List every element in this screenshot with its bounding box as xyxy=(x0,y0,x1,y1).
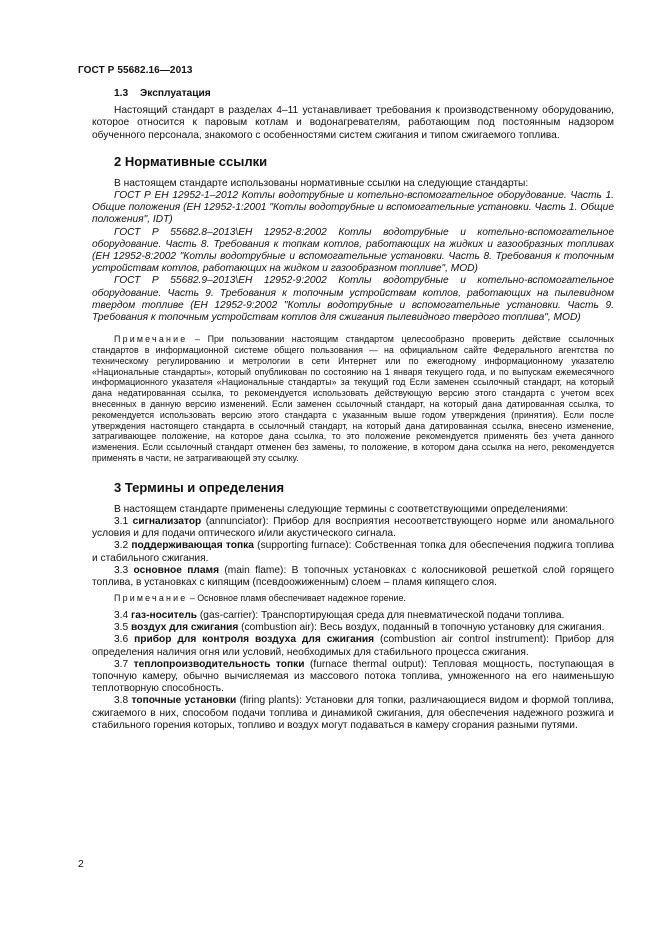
term-name: прибор для контроля воздуха для сжигания xyxy=(134,634,375,646)
subsection-title: Эксплуатация xyxy=(140,88,211,99)
term-entry xyxy=(92,540,614,564)
subsection-heading xyxy=(92,88,614,100)
term-definition: (furnace thermal output): Тепловая мощность, поступающая в топочную камеру, обычно вычисляемая из массового потока топлива, умноженного на его наименьшую теплотворную способность. xyxy=(92,658,614,695)
term-name: сигнализатор xyxy=(132,516,202,528)
term-number: 3.4 xyxy=(114,610,129,622)
note-label: Примечание xyxy=(114,334,188,345)
term-entry xyxy=(92,610,614,622)
term-entry xyxy=(92,634,614,658)
term-name: топочные установки xyxy=(131,695,237,707)
term-number: 3.5 xyxy=(114,622,129,634)
term-entry xyxy=(92,516,614,540)
document-code: ГОСТ Р 55682.16—2013 xyxy=(78,65,193,76)
term-note xyxy=(92,593,614,604)
term-definition: (combustion air): Весь воздух, поданный в топочную установку для сжигания. xyxy=(238,622,605,634)
terms-intro: В настоящем стандарте применены следующие термины с соответствующими определениями: xyxy=(114,503,569,515)
note-text: – Основное пламя обеспечивает надежное горение. xyxy=(187,593,406,604)
subsection-number: 1.3 xyxy=(114,88,129,99)
term-name: поддерживающая топка xyxy=(131,540,254,552)
term-number: 3.6 xyxy=(114,634,129,646)
term-number: 3.1 xyxy=(114,516,129,528)
paragraph-operation: Настоящий стандарт в разделах 4–11 устанавливает требования к производственному оборудованию, которое относится к паровым котлам и водонагревателям, работающим под постоянным надзором обученного персонала, знакомого с особенностями систем сжигания и типом сжигаемого топлива. xyxy=(92,105,614,141)
term-number: 3.8 xyxy=(114,695,129,707)
term-number: 3.2 xyxy=(114,540,129,552)
term-name: основное пламя xyxy=(133,564,220,576)
term-entry xyxy=(92,622,614,634)
term-entry xyxy=(92,659,614,696)
term-number: 3.7 xyxy=(114,658,129,670)
term-name: воздух для сжигания xyxy=(131,622,239,634)
term-name: теплопроизводительность топки xyxy=(133,658,305,670)
references-note xyxy=(92,334,614,464)
term-definition: (gas-carrier): Транспортирующая среда для пневматической подачи топлива. xyxy=(197,610,565,622)
term-number: 3.3 xyxy=(114,564,129,576)
page-number: 2 xyxy=(78,858,84,870)
term-definition: (supporting furnace): Собственная топка для обеспечения поджига топлива и стабильного сжигания. xyxy=(92,540,614,564)
references-intro: В настоящем стандарте использованы нормативные ссылки на следующие стандарты: xyxy=(114,177,529,189)
reference-item: ГОСТ Р 55682.8–2013\ЕН 12952-8:2002 Котлы водотрубные и котельно-вспомогательное оборудование. Часть 8. Требования к топкам котлов, работающих на жидких и газообразных топливах (ЕН 12952-8:2002 "Котлы водотрубные и вспомогательные установки. Часть 8. Требования к топочным устройствам котлов, работающих на жидком и газообразном топливе", MOD) xyxy=(92,226,614,275)
section-heading-normative-references: 2 Нормативные ссылки xyxy=(114,153,268,169)
section-heading-terms: 3 Термины и определения xyxy=(114,479,285,495)
term-definition: (annunciator): Прибор для восприятия несоответствующего норме или аномального условия и для подачи оптического и/или акустического сигнала. xyxy=(92,516,614,540)
term-entry xyxy=(92,565,614,589)
term-definition: (firing plants): Установки для топки, различающиеся видом и формой топлива, сжигаемого в них, способом подачи топлива и динамикой сжигания, для обеспечения надежного розжига и стабильного горения которых, топливо и воздух могут подаваться в камеру сгорания разными путями. xyxy=(92,695,614,731)
reference-item: ГОСТ Р ЕН 12952-1–2012 Котлы водотрубные и котельно-вспомогательное оборудование. Часть 1. Общие положения (ЕН 12952-1:2001 "Котлы водотрубные и вспомогательные установки. Часть 1. Общие положения", IDT) xyxy=(92,190,614,226)
term-name: газ-носитель xyxy=(131,610,198,622)
note-text: – При пользовании настоящим стандартом целесообразно проверить действие ссылочных стандартов в информационной системе общего пользования — на официальном сайте Федерального агентства по техническому регулированию и метрологии в сети Интернет или по ежегодному информационному указателю «Национальные стандарты», который опубликован по состоянию на 1 января текущего года, и по выпускам ежемесячного информационного указателя «Национальные стандарты» за текущий год Если заменен ссылочный стандарт, на который дана недатированная ссылка, то рекомендуется использовать действующую версию этого стандарта с учетом всех внесенных в данную версию изменений. Если заменен ссылочный стандарт, на который дана датированная ссылка, то рекомендуется использовать версию этого стандарта с указанным выше годом утверждения (принятия). Если после утверждения настоящего стандарта в ссылочный стандарт, на который дана датированная ссылка, внесено изменение, затрагивающее положение, на которое дана ссылка, то это положение рекомендуется применять без учета данного изменения. Если ссылочный стандарт отменен без замены, то положение, в котором дана ссылка на него, рекомендуется применять в части, не затрагивающей эту ссылку. xyxy=(92,334,614,464)
term-entry xyxy=(92,695,614,732)
reference-item: ГОСТ Р 55682.9–2013\ЕН 12952-9:2002 Котлы водотрубные и котельно-вспомогательное оборудование. Часть 9. Требования к топочным устройствам котлов, работающих на пылевидном твердом топливе (ЕН 12952-9:2002 "Котлы водотрубные и вспомогательные установки. Часть 9. Требования к топочным устройствам котлов для сжигания пылевидного твердого топлива", MOD) xyxy=(92,275,614,324)
term-definition: (main flame): В топочных установках с колосниковой решеткой слой горящего топлива, в установках с кипящим (псевдоожиженным) слоем – пламя кипящего слоя. xyxy=(92,564,614,589)
note-label: Примечание xyxy=(114,593,188,604)
term-definition: (combustion air control instrument): Прибор для определения наличия огня или условий, необходимых для стабильного процесса сжигания. xyxy=(92,634,614,658)
page-content xyxy=(92,88,614,732)
